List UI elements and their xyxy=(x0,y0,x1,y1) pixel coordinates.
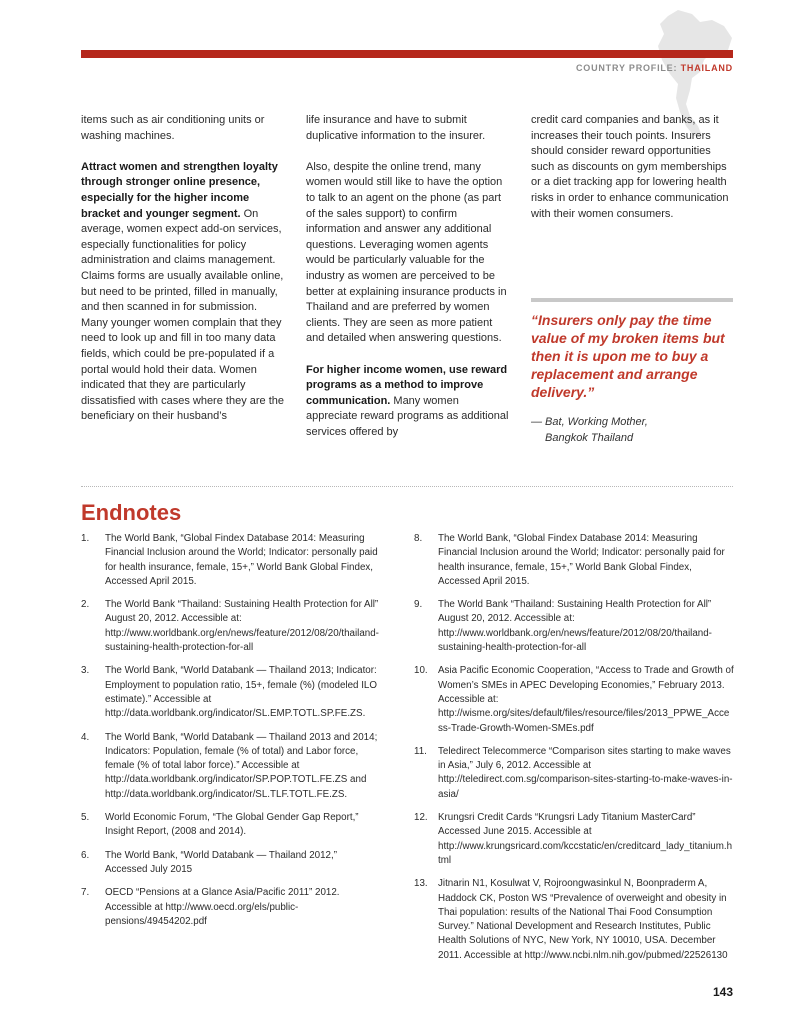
col2-paragraph-2: Also, despite the online trend, many women would still like to have the option to talk to an agent on the phone (as part of the sales support) to confirm information and answer any additional questions. Leveraging women agents would be particularly valuable for the industry as women are perceived to be better at explaining insurance products in Thailand and are preferred by women clients. They are seen as more patient and detailed when answering questions. xyxy=(306,160,507,345)
pull-quote: “Insurers only pay the time value of my broken items but then it is upon me to buy a replacement and arrange delivery.” xyxy=(531,312,725,400)
endnote-text: Teledirect Telecommerce “Comparison sites starting to make waves in Asia,” July 6, 2012. Accessible at http://teledirect.com.sg/comparison-sites-starting-to-make-waves-in-asia/ xyxy=(438,745,733,800)
col2-paragraph-3-heading: For higher income women, use reward programs as a method to improve communication. xyxy=(306,363,508,407)
page-number: 143 xyxy=(712,985,733,999)
quote-top-rule xyxy=(531,298,733,302)
endnote-number: 10. xyxy=(414,665,428,677)
endnote-text: Jitnarin N1, Kosulwat V, Rojroongwasinkul N, Boonpraderm A, Haddock CK, Poston WS “Prevalence of overweight and obesity in Thai population: results of the National Thai Food Consumption Survey.” National Development and Research Institutes, Public Health Solutions of NYC, New York, NY 10010, USA. December 2011. Accessible at http://www.ncbi.nlm.nih.gov/pubmed/22526130 xyxy=(438,878,728,961)
quote-attribution xyxy=(531,414,736,446)
endnotes-title: Endnotes xyxy=(81,500,182,525)
endnote-number: 11. xyxy=(414,745,427,757)
body-column-1 xyxy=(81,113,286,440)
endnote-text: The World Bank “Thailand: Sustaining Health Protection for All” August 20, 2012. Accessible at: http://www.worldbank.org/en/news/feature/2012/08/20/thailand-sustaining-health-protection-for-all xyxy=(438,599,712,654)
endnote-item xyxy=(81,731,381,802)
endnote-text: The World Bank, “World Databank — Thailand 2013 and 2014; Indicators: Population, female (% of total) and Labor force, female (% of total labor force).” Accessible at http://data.worldbank.org/indicator/SP.POP.TOTL.FE.ZS and http://data.worldbank.org/indicator/SL.TLF.TOTL.FE.ZS. xyxy=(105,731,378,800)
endnote-item xyxy=(81,886,381,929)
top-red-rule xyxy=(81,50,733,58)
endnotes-list-right xyxy=(414,532,734,972)
endnote-text: The World Bank “Thailand: Sustaining Health Protection for All” August 20, 2012. Accessible at: http://www.worldbank.org/en/news/feature/2012/08/20/thailand-sustaining-health-protection-for-all xyxy=(105,599,379,654)
endnote-number: 13. xyxy=(414,878,428,890)
endnote-item xyxy=(81,664,381,721)
col1-paragraph-2-text: On average, women expect add-on services, especially functionalities for policy administration and claims management. Claims forms are usually available online, but need to be printed, filled in manually, and then scanned in for submission. Many younger women complain that they need to look up and fill in too many data fields, which could be pre-populated if a portal would hold their data. Women indicated that they are particularly dissatisfied with cases where they are the beneficiary on their husband’s xyxy=(81,207,284,423)
body-column-3 xyxy=(531,113,736,238)
body-column-2 xyxy=(306,113,511,456)
endnote-text: The World Bank, “World Databank — Thailand 2013; Indicator: Employment to population ratio, 15+, female (%) (modeled ILO estimate).” Accessible at http://data.worldbank.org/indicator/SL.EMP.TOTL.SP.FE.ZS. xyxy=(105,665,378,720)
endnote-item xyxy=(414,532,734,589)
col2-paragraph-3-text: Many women appreciate reward programs as additional services offered by xyxy=(306,394,509,438)
col1-paragraph-1: items such as air conditioning units or washing machines. xyxy=(81,114,265,142)
col1-paragraph-2-heading: Attract women and strengthen loyalty through stronger online presence, especially for the higher income bracket and younger segment. xyxy=(81,160,278,220)
endnote-item xyxy=(414,598,734,655)
endnote-item xyxy=(414,664,734,735)
endnotes-list-left xyxy=(81,532,381,938)
endnote-number: 9. xyxy=(414,599,423,611)
endnote-number: 2. xyxy=(81,599,90,611)
endnote-number: 6. xyxy=(81,849,90,861)
country-profile-header xyxy=(576,63,733,73)
section-divider xyxy=(81,486,733,487)
endnote-number: 12. xyxy=(414,812,428,824)
endnote-text: The World Bank, “Global Findex Database 2014: Measuring Financial Inclusion around the World; Indicator: personally paid for health insurance, female, 15+,” World Bank Global Findex, Accessed April 2015. xyxy=(438,533,725,587)
quote-attribution-line-1: — Bat, Working Mother, xyxy=(531,416,648,428)
endnote-item xyxy=(414,877,734,963)
country-name: THAILAND xyxy=(680,63,733,73)
endnote-text: The World Bank, “World Databank — Thailand 2012,” Accessed July 2015 xyxy=(105,849,337,875)
endnote-number: 1. xyxy=(81,533,90,544)
endnote-item xyxy=(81,532,381,589)
endnote-text: World Economic Forum, “The Global Gender Gap Report,” Insight Report, (2008 and 2014). xyxy=(105,812,359,838)
endnote-text: Asia Pacific Economic Cooperation, “Access to Trade and Growth of Women’s SMEs in APEC Developing Economies,” February 2013. Accessible at: http://wisme.org/sites/default/files/resource/files/2013_PPWE_Access-Trade-Growth-Women-SMEs.pdf xyxy=(438,665,734,734)
endnote-item xyxy=(414,811,734,868)
endnote-number: 5. xyxy=(81,812,90,824)
country-profile-label: COUNTRY PROFILE: xyxy=(575,63,681,73)
endnote-text: OECD “Pensions at a Glance Asia/Pacific 2011” 2012. Accessible at http://www.oecd.org/els/public-pensions/49454202.pdf xyxy=(105,887,340,927)
endnote-item xyxy=(81,811,381,840)
endnote-text: The World Bank, “Global Findex Database 2014: Measuring Financial Inclusion around the World; Indicator: personally paid for health insurance, female, 15+,” World Bank Global Findex, Accessed April 2015. xyxy=(105,533,378,587)
col3-paragraph-1: credit card companies and banks, as it increases their touch points. Insurers should consider reward opportunities such as discounts on gym memberships or a diet tracking app for lowering health risks in order to enhance communication with their women consumers. xyxy=(531,114,729,220)
col2-paragraph-3 xyxy=(306,363,511,441)
endnote-number: 7. xyxy=(81,887,90,899)
endnote-number: 3. xyxy=(81,665,90,677)
col2-paragraph-1: life insurance and have to submit duplicative information to the insurer. xyxy=(306,114,486,142)
endnote-item xyxy=(81,849,381,878)
endnote-number: 8. xyxy=(414,533,423,544)
endnote-number: 4. xyxy=(81,731,90,743)
endnote-item xyxy=(414,745,734,802)
quote-attribution-line-2: Bangkok Thailand xyxy=(545,432,634,444)
col1-paragraph-2 xyxy=(81,160,286,425)
endnote-item xyxy=(81,598,381,655)
endnote-text: Krungsri Credit Cards “Krungsri Lady Titanium MasterCard” Accessed June 2015. Accessible at http://www.krungsricard.com/kccstatic/en/creditcard_lady_titanium.html xyxy=(438,812,733,866)
